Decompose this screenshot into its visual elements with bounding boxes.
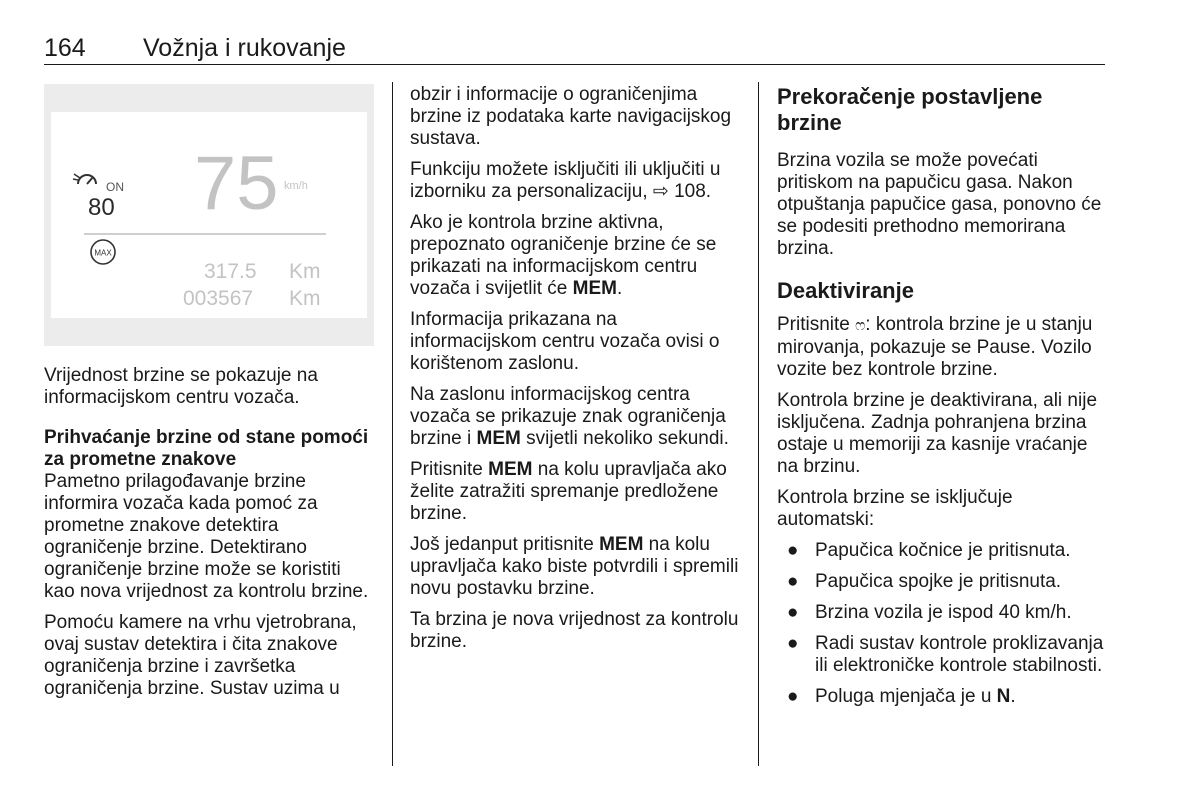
text: na kolu upravljača kako biste potvrdili i spremili novu postavku brzine. — [410, 534, 739, 599]
paragraph — [777, 314, 1112, 381]
paragraph: Informacija prikazana na informacijskom centru vozača ovisi o korištenom zaslonu. — [410, 309, 720, 374]
list-item — [777, 540, 1112, 562]
list-item-text: Radi sustav kontrole proklizavanja ili elektroničke kontrole stabilnosti. — [815, 633, 1104, 676]
bullet: ● — [787, 686, 799, 707]
list-item — [777, 686, 1112, 708]
cruise-status-label: ON — [106, 180, 124, 194]
bullet: ● — [787, 540, 799, 561]
paragraph: Kontrola brzine je deaktivirana, ali nije isključena. Zadnja pohranjena brzina ostaje u memoriji za kasnije vraćanje na brzinu. — [777, 390, 1098, 477]
list-item-text: Brzina vozila je ispod 40 km/h. — [815, 602, 1072, 623]
list-item-text: Papučica kočnice je pritisnuta. — [815, 540, 1071, 561]
mem-label: MEM — [488, 459, 533, 480]
odometer-value: 003567 — [183, 287, 254, 310]
trip-value: 317.5 — [204, 260, 257, 283]
gear-n-label: N — [996, 686, 1011, 707]
page-reference-link[interactable]: ⇨ 108. — [652, 181, 712, 202]
mem-label: MEM — [572, 278, 617, 299]
section-heading: Prihvaćanje brzine od stane pomoći za prometne znakove — [44, 427, 369, 470]
text: svijetli nekoliko sekundi. — [520, 428, 729, 449]
paragraph: Pametno prilagođavanje brzine informira vozača kada pomoć za prometne znakove detektira ograničenje brzine. Detektirano ograničenje brzine može se koristiti kao nova vrijednost za kontrolu brzine. — [44, 471, 369, 602]
cruise-control-icon — [72, 170, 104, 192]
paragraph: obzir i informacije o ograničenjima brzine iz podataka karte navigacijskog sustava. — [410, 84, 732, 149]
column-2 — [410, 84, 745, 662]
column-divider-2 — [758, 82, 759, 766]
list-item — [777, 602, 1112, 624]
cruise-pause-icon: ෆ — [855, 317, 866, 334]
mem-label: MEM — [476, 428, 521, 449]
speed-limit-value: 80 — [88, 194, 115, 221]
text: Poluga mjenjača je u — [815, 686, 997, 707]
bullet: ● — [787, 633, 799, 654]
paragraph — [410, 459, 745, 525]
page-title: Vožnja i rukovanje — [143, 34, 346, 62]
odometer-unit: Km — [289, 287, 321, 310]
text: na kolu upravljača ako želite zatražiti spremanje predložene brzine. — [410, 459, 727, 524]
text: Pritisnite — [777, 314, 856, 335]
text: Pritisnite — [410, 459, 489, 480]
column-1 — [44, 365, 374, 709]
list-item — [777, 571, 1112, 593]
paragraph: Ta brzina je nova vrijednost za kontrolu brzine. — [410, 609, 739, 652]
trip-unit: Km — [289, 260, 321, 283]
list-item-text: Papučica spojke je pritisnuta. — [815, 571, 1062, 592]
display-separator — [84, 233, 326, 235]
paragraph: Brzina vozila se može povećati pritiskom na papučicu gasa. Nakon otpuštanja papučice gasa, ponovno će se podesiti prethodno memorirana brzina. — [777, 150, 1102, 259]
paragraph — [410, 159, 745, 203]
paragraph: Vrijednost brzine se pokazuje na informacijskom centru vozača. — [44, 365, 318, 408]
svg-text:MAX: MAX — [94, 248, 112, 258]
max-speed-icon — [89, 238, 117, 266]
speed-unit: km/h — [284, 180, 308, 192]
header-rule — [44, 64, 1105, 65]
paragraph — [410, 212, 745, 300]
paragraph: Kontrola brzine se isključuje automatski: — [777, 487, 1013, 530]
bullet: ● — [787, 571, 799, 592]
instrument-display-figure — [44, 84, 374, 346]
text: Još jedanput pritisnite — [410, 534, 600, 555]
current-speed: 75 — [194, 141, 279, 226]
mem-label: MEM — [599, 534, 644, 555]
paragraph — [410, 384, 745, 450]
column-3 — [777, 84, 1112, 717]
text: : kontrola brzine je u stanju mirovanja, pokazuje se Pause. Vozilo vozite bez kontrole brzine. — [777, 314, 1093, 380]
section-heading: Deaktiviranje — [777, 278, 914, 303]
paragraph: Pomoću kamere na vrhu vjetrobrana, ovaj sustav detektira i čita znakove ograničenja brzine i završetka ograničenja brzine. Sustav uzima u — [44, 612, 357, 699]
text: Na zaslonu informacijskog centra vozača se prikazuje znak ograničenja brzine i — [410, 384, 726, 449]
page-number: 164 — [44, 34, 86, 62]
paragraph — [410, 534, 745, 600]
text: . — [1010, 686, 1016, 707]
list-item — [777, 633, 1112, 677]
text: . — [616, 278, 623, 299]
text: Funkciju možete isključiti ili uključiti u izborniku za personalizaciju, — [410, 159, 721, 202]
column-divider-1 — [392, 82, 393, 766]
bullet-list — [777, 540, 1112, 708]
bullet: ● — [787, 602, 799, 623]
section-heading: Prekoračenje postavljene brzine — [777, 84, 1043, 135]
text: Ako je kontrola brzine aktivna, prepoznato ograničenje brzine će se prikazati na informacijskom centru vozača i svijetlit će — [410, 212, 717, 299]
